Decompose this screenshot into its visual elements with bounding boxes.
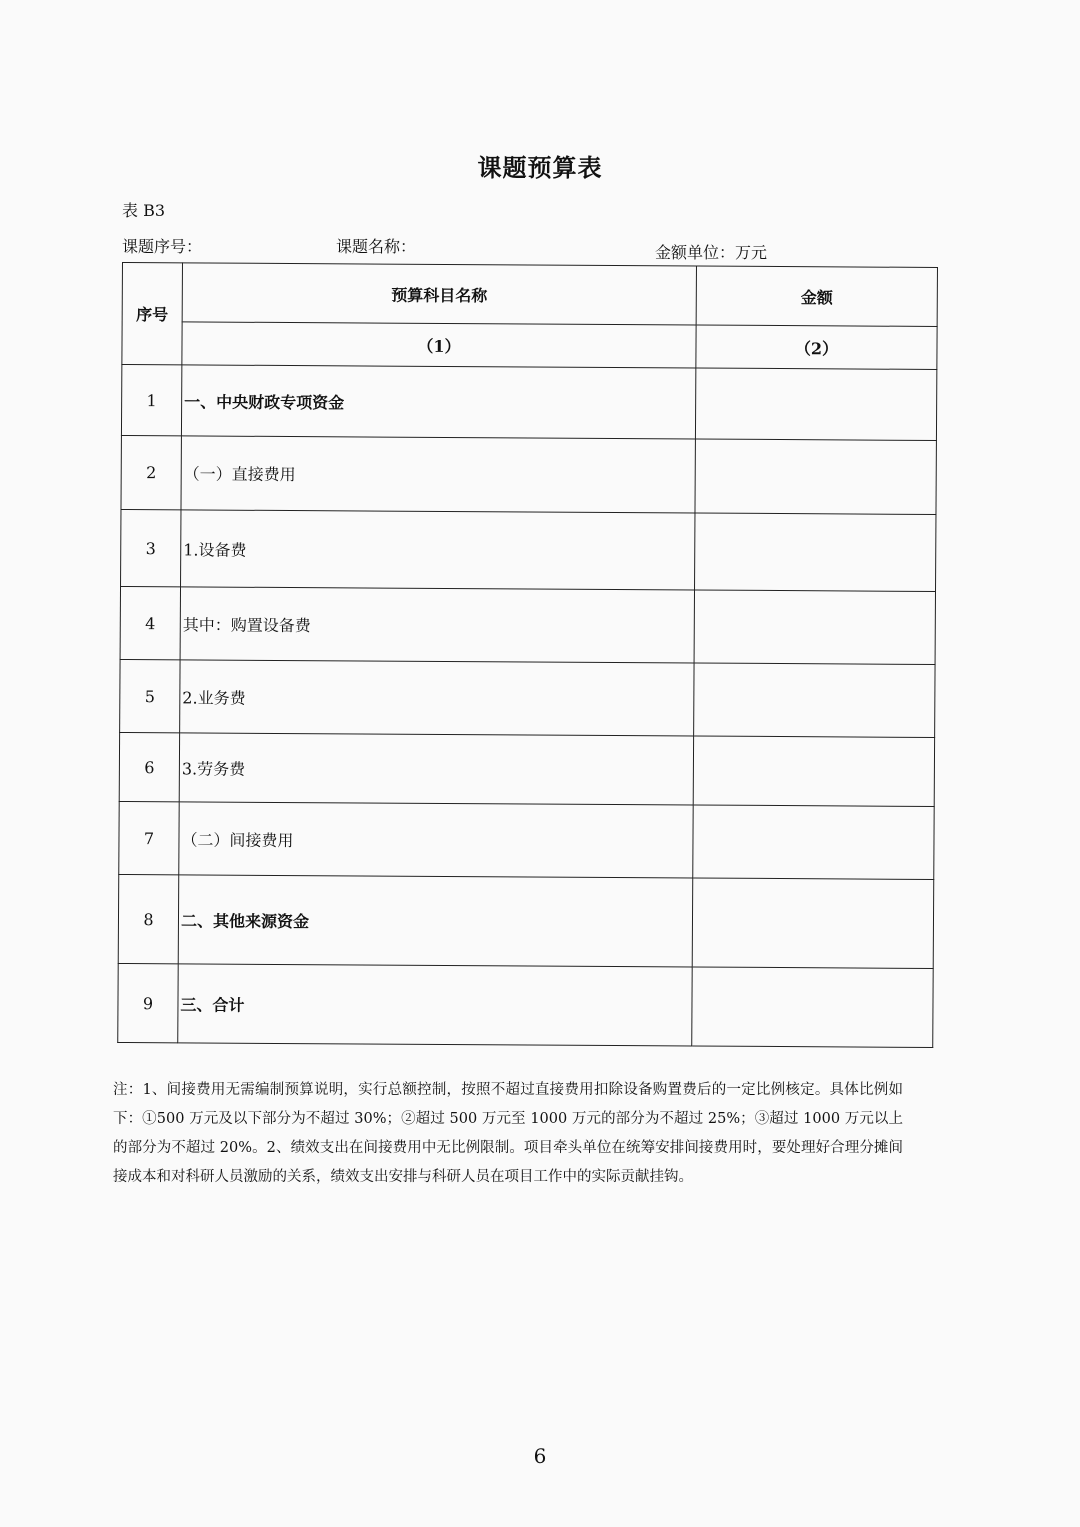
page-number: 6 (533, 1444, 547, 1468)
table-header-row (122, 263, 937, 327)
row-amount[interactable] (695, 439, 936, 514)
row-name: （一）直接费用 (181, 436, 695, 513)
header-amount: 金额 (696, 266, 937, 326)
serial-label: 课题序号： (122, 237, 203, 256)
row-seq: 5 (120, 659, 180, 732)
page-title: 课题预算表 (477, 153, 603, 182)
row-amount[interactable] (692, 967, 933, 1047)
table-row (121, 365, 936, 441)
table-row (119, 732, 934, 806)
row-name: 3.劳务费 (179, 733, 693, 805)
row-seq: 6 (119, 732, 179, 801)
row-name: 三、合计 (178, 964, 692, 1046)
row-name: 一、中央财政专项资金 (181, 365, 695, 439)
row-amount[interactable] (694, 663, 935, 737)
table-row (120, 586, 935, 664)
row-name: （二）间接费用 (179, 802, 693, 878)
table-row (118, 963, 933, 1047)
header-item-index: （1） (182, 322, 696, 368)
table-index-row (122, 322, 937, 370)
row-seq: 2 (121, 435, 181, 509)
name-label: 课题名称： (336, 237, 417, 256)
row-seq: 3 (121, 509, 181, 586)
row-seq: 8 (118, 874, 179, 963)
row-amount[interactable] (695, 513, 936, 591)
footnote: 注：1、间接费用无需编制预算说明，实行总额控制，按照不超过直接费用扣除设备购置费后的一定比例核定。具体比例如下：①500 万元及以下部分为不超过 30%；②超过 500 万元至 1000 万元的部分为不超过 25%；③超过 1000 万元以上的部分为不超过 20%。2、绩效支出在间接费用中无比例限制。项目牵头单位在统筹安排间接费用时，要处理好合理分摊间接成本和对科研人员激励的关系，绩效支出安排与科研人员在项目工作中的实际贡献挂钩。 (113, 1082, 903, 1185)
table-row (119, 801, 934, 879)
row-amount[interactable] (695, 368, 936, 440)
header-item: 预算科目名称 (182, 263, 696, 325)
table-row (118, 874, 934, 968)
table-row (120, 659, 935, 737)
row-amount[interactable] (693, 805, 934, 879)
row-seq: 9 (118, 963, 178, 1042)
row-name: 二、其他来源资金 (178, 875, 693, 967)
row-name: 其中：购置设备费 (180, 587, 694, 663)
row-name: 1.设备费 (181, 510, 695, 590)
unit-label: 金额单位：万元 (655, 243, 768, 262)
table-row (121, 509, 936, 591)
budget-table (117, 262, 938, 1048)
row-seq: 4 (120, 586, 180, 659)
table-row (121, 435, 936, 514)
row-name: 2.业务费 (180, 660, 694, 736)
row-amount[interactable] (693, 736, 934, 806)
table-code: 表 B3 (122, 201, 166, 220)
row-amount[interactable] (694, 590, 935, 664)
row-amount[interactable] (692, 878, 934, 968)
row-seq: 7 (119, 801, 179, 874)
header-seq: 序号 (122, 263, 183, 365)
header-amount-index: （2） (696, 325, 937, 369)
row-seq: 1 (121, 365, 181, 436)
